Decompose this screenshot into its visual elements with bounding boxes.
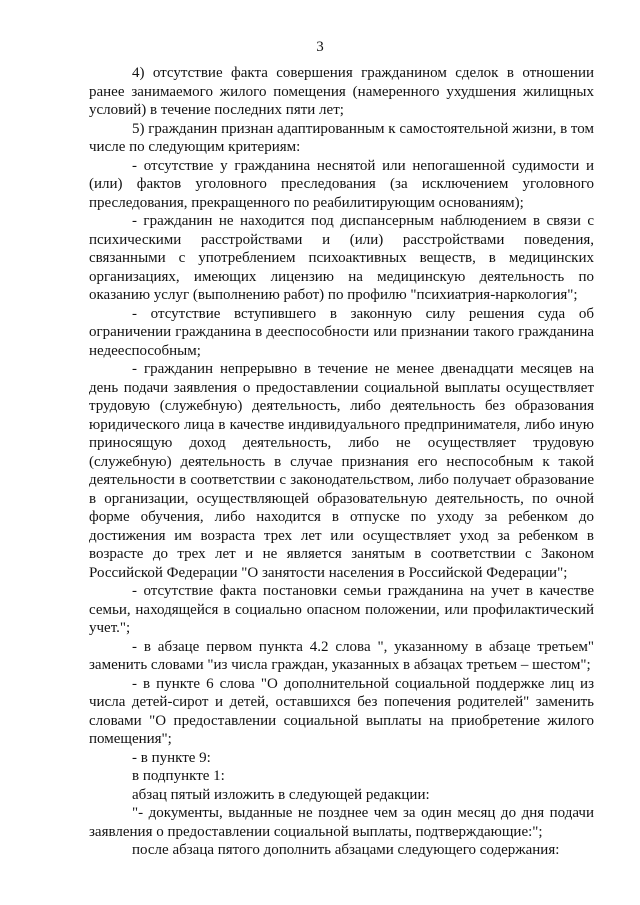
paragraph-amend-4-2: - в абзаце первом пункта 4.2 слова ", указанному в абзаце третьем" заменить словами "из числа граждан, указанных в абзацах третьем – шестом"; — [89, 638, 594, 673]
paragraph-documents: "- документы, выданные не позднее чем за один месяц до дня подачи заявления о предоставлении социальной выплаты, подтверждающие:"; — [89, 805, 594, 840]
paragraph-subitem-1: в подпункте 1: — [132, 768, 225, 784]
paragraph-criterion-employment: - гражданин непрерывно в течение не менее двенадцати месяцев на день подачи заявления о предоставлении социальной выплаты осуществляет трудовую (служебную) деятельность, либо деятельность без образования юридического лица в качестве индивидуального предпринимателя, либо иную приносящую доход деятельность, либо не осуществляет трудовую (служебную) деятельность в случае признания его неспособным к такой деятельности в соответствии с законодательством, либо получает образование в организации, осуществляющей образовательную деятельность, по очной форме обучения, либо находится в отпуске по уходу за ребенком до достижения им возраста трех лет или осуществляет уход за ребенком в возрасте до трех лет и не является занятым в соответствии с Законом Российской Федерации "О занятости населения в Российской Федерации"; — [89, 361, 594, 581]
paragraph-amend-6: - в пункте 6 слова "О дополнительной социальной поддержке лиц из числа детей-сирот и детей, оставшихся без попечения родителей" заменить словами "О предоставлении социальной выплаты на приобретение жилого помещения"; — [89, 675, 594, 747]
paragraph-amend-9: - в пункте 9: — [132, 749, 211, 766]
paragraph-criterion-family: - отсутствие факта постановки семьи гражданина на учет в качестве семьи, находящейся в социально опасном положении, или профилактический учет."; — [89, 583, 594, 636]
page-number: 3 — [316, 39, 324, 55]
paragraph-item-4: 4) отсутствие факта совершения гражданином сделок в отношении ранее занимаемого жилого помещения (намеренного ухудшения жилищных условий) в течение последних пяти лет; — [89, 65, 594, 118]
paragraph-after-abzac-5: после абзаца пятого дополнить абзацами следующего содержания: — [132, 842, 560, 858]
paragraph-criterion-criminal: - отсутствие у гражданина неснятой или непогашенной судимости и (или) фактов уголовного преследования (за исключением уголовного преследования, прекращенного по реабилитирующим основаниям); — [89, 157, 594, 211]
paragraph-criterion-dispensary: - гражданин не находится под диспансерным наблюдением в связи с психическими расстройствами и (или) расстройствами поведения, связанными с употреблением психоактивных веществ, в медицинских организациях, имеющих лицензию на медицинскую деятельность по оказанию услуг (выполнению работ) по профилю "психиатрия-наркология"; — [89, 213, 594, 303]
paragraph-criterion-capacity: - отсутствие вступившего в законную силу решения суда об ограничении гражданина в дееспособности или признании такого гражданина недееспособным; — [89, 305, 594, 359]
paragraph-abzac-5: абзац пятый изложить в следующей редакции: — [132, 786, 430, 803]
paragraph-item-5: 5) гражданин признан адаптированным к самостоятельной жизни, в том числе по следующим критериям: — [89, 120, 594, 155]
document-body — [89, 64, 594, 860]
